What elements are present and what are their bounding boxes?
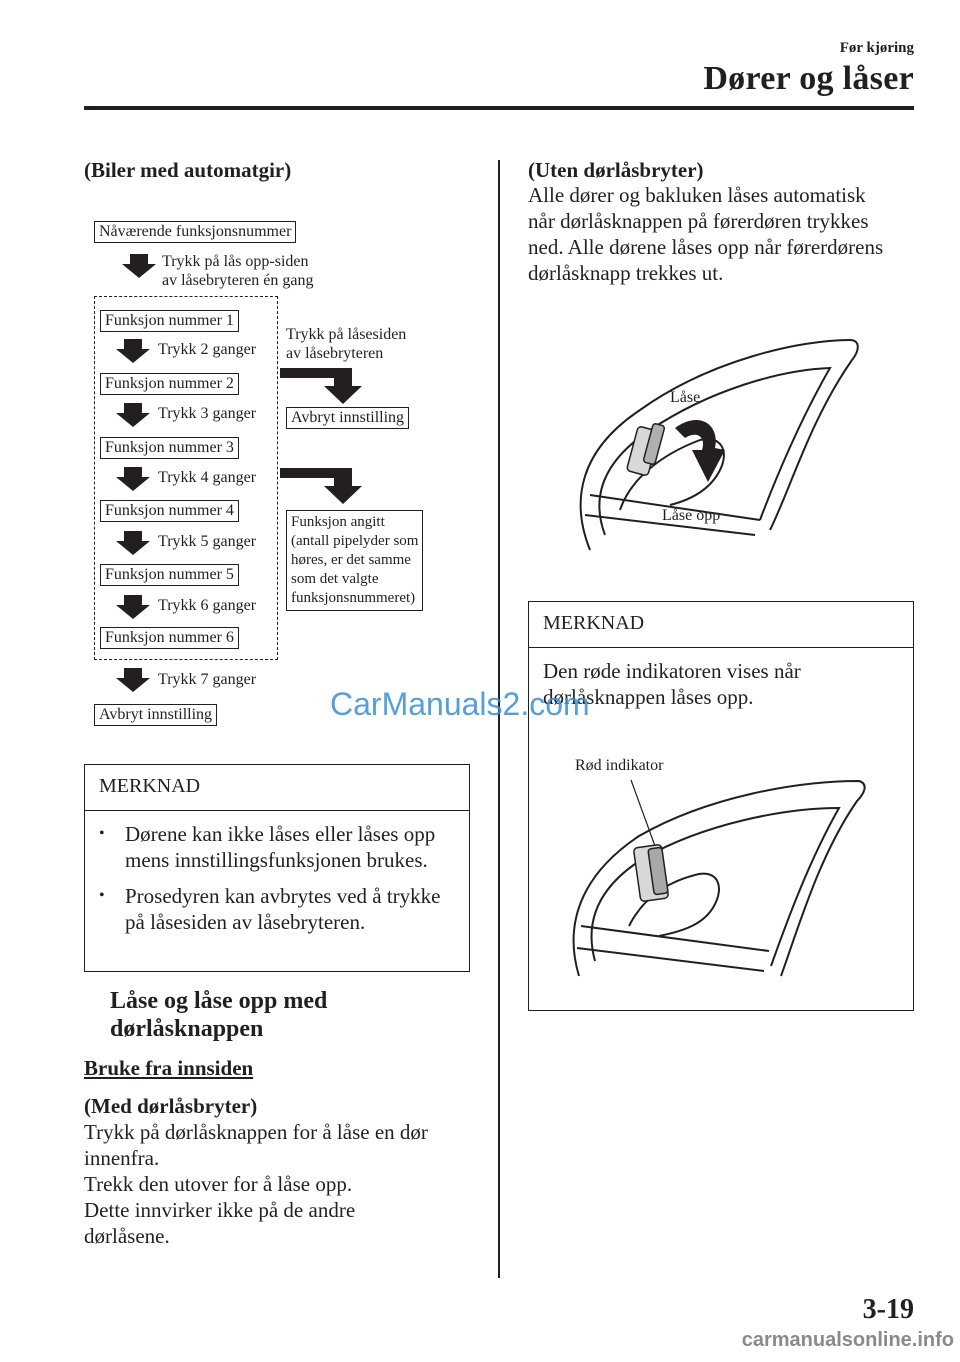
section-label: Før kjøring — [839, 40, 914, 56]
function-box-4: Funksjon nummer 4 — [100, 500, 239, 522]
function-flow-diagram — [0, 0, 480, 740]
current-function-box: Nåværende funksjonsnummer — [94, 221, 296, 243]
function-box-2: Funksjon nummer 2 — [100, 373, 239, 395]
page-title: Dører og låser — [703, 60, 914, 97]
bent-arrow-icon — [280, 368, 362, 404]
press-lock-label: Trykk på låsesiden av låsebryteren — [286, 326, 407, 362]
press-label-6: Trykk 6 ganger — [158, 597, 257, 614]
subheading-with-switch: (Med dørlåsbryter) — [84, 1094, 258, 1118]
note-bullet: • Prosedyren kan avbrytes ved å trykke på låsesiden av låsebryteren. — [99, 883, 455, 935]
press-label-2: Trykk 2 ganger — [158, 341, 257, 358]
page-number: 3-19 — [862, 1294, 914, 1325]
unlock-label: Låse opp — [662, 507, 721, 524]
note-heading: MERKNAD — [529, 602, 913, 648]
door-handle-figure — [560, 320, 880, 580]
cancel-box-bottom: Avbryt innstilling — [94, 704, 217, 726]
right-paragraph: Alle dører og bakluken låses automatisk når dørlåsknappen på førerdøren trykkes ned. Alle dørene låses opp når førerdørens dørlåsknapp trekkes ut. — [528, 183, 884, 285]
left-subheading: (Biler med automatgir) — [84, 158, 292, 182]
press-label-7: Trykk 7 ganger — [158, 671, 257, 688]
arrow-icon — [116, 668, 150, 692]
note-heading: MERKNAD — [85, 765, 469, 811]
section-title: Låse og låse opp med dørlåsknappen — [110, 988, 328, 1042]
press-label-4: Trykk 4 ganger — [158, 469, 257, 486]
note-box-left — [84, 764, 470, 972]
arrow-icon — [122, 254, 156, 278]
function-box-1: Funksjon nummer 1 — [100, 310, 239, 332]
function-box-3: Funksjon nummer 3 — [100, 437, 239, 459]
watermark-text: CarManuals2.com — [330, 686, 590, 722]
function-box-6: Funksjon nummer 6 — [100, 627, 239, 649]
door-handle-indicator-illustration — [559, 776, 899, 996]
footer-watermark: carmanualsonline.info — [741, 1329, 954, 1351]
press-label-3: Trykk 3 ganger — [158, 405, 257, 422]
cancel-box: Avbryt innstilling — [286, 407, 409, 429]
note-bullet: • Dørene kan ikke låses eller låses opp mens innstillingsfunksjonen brukes. — [99, 821, 455, 873]
right-subheading: (Uten dørlåsbryter) — [528, 158, 704, 182]
function-set-box: Funksjon angitt (antall pipelyder som høres, er det samme som det valgte funksjonsnummeret) — [286, 510, 423, 611]
door-handle-illustration — [560, 320, 880, 580]
underlined-subheading: Bruke fra innsiden — [84, 1056, 254, 1080]
left-paragraph: Trykk på dørlåsknappen for å låse en dør innenfra. Trekk den utover for å låse opp. Dette innvirker ikke på de andre dørlåsene. — [84, 1120, 428, 1248]
press-label-5: Trykk 5 ganger — [158, 533, 257, 550]
function-box-5: Funksjon nummer 5 — [100, 564, 239, 586]
note-box-right — [528, 601, 914, 1011]
lock-label: Låse — [670, 389, 701, 406]
note-text: Den røde indikatoren vises når dørlåsknappen låses opp. — [543, 659, 801, 709]
red-indicator-label: Rød indikator — [575, 757, 664, 774]
bent-arrow-icon — [280, 468, 362, 504]
press-unlock-label: Trykk på lås opp-siden av låsebryteren én gang — [162, 253, 314, 289]
